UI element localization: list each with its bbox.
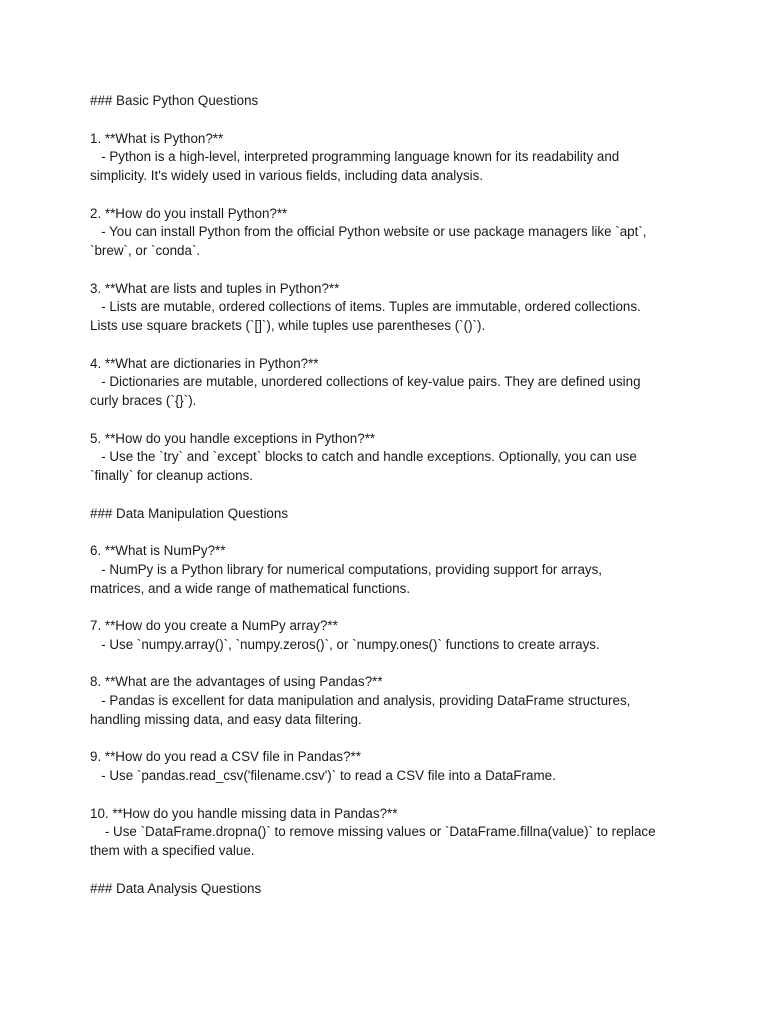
answer-line: Lists use square brackets (`[]`), while tuples use parentheses (`()`). [90,318,486,333]
document-page [90,92,690,898]
question: 6. **What is NumPy?** [90,543,226,558]
section-heading: ### Basic Python Questions [90,93,259,108]
qa-item [90,805,690,861]
answer-line: simplicity. It's widely used in various fields, including data analysis. [90,168,484,183]
question: 5. **How do you handle exceptions in Python?** [90,430,376,446]
question: 2. **How do you install Python?** [90,205,288,221]
qa-item [90,542,690,598]
question: 1. **What is Python?** [90,130,224,146]
answer-line: them with a specified value. [90,843,255,858]
qa-item [90,673,690,729]
section-heading: ### Data Analysis Questions [90,880,262,896]
answer-line: handling missing data, and easy data filtering. [90,711,362,727]
question: 7. **How do you create a NumPy array?** [90,618,338,633]
qa-item [90,355,690,411]
answer-line: - Use `pandas.read_csv('filename.csv')` to read a CSV file into a DataFrame. [90,768,556,783]
answer-line: - Python is a high-level, interpreted programming language known for its readability and [90,149,620,165]
answer-line: - You can install Python from the official Python website or use package managers like `apt`, [90,224,647,240]
answer-line: matrices, and a wide range of mathematical functions. [90,580,411,596]
answer-line: `brew`, or `conda`. [90,243,201,258]
qa-item [90,130,690,186]
question: 9. **How do you read a CSV file in Pandas?** [90,749,361,765]
qa-item [90,748,690,786]
answer-line: - Use the `try` and `except` blocks to catch and handle exceptions. Optionally, you can use [90,449,637,465]
answer-line: - Dictionaries are mutable, unordered collections of key-value pairs. They are defined using [90,374,641,390]
section-heading: ### Data Manipulation Questions [90,505,289,521]
answer-line: `finally` for cleanup actions. [90,468,253,483]
question: 10. **How do you handle missing data in Pandas?** [90,805,398,821]
question: 3. **What are lists and tuples in Python?** [90,280,340,296]
qa-item [90,430,690,486]
answer-line: - Lists are mutable, ordered collections of items. Tuples are immutable, ordered collections. [90,299,641,315]
answer-line: - Use `DataFrame.dropna()` to remove missing values or `DataFrame.fillna(value)` to replace [90,824,656,840]
answer-line: - Use `numpy.array()`, `numpy.zeros()`, or `numpy.ones()` functions to create arrays. [90,636,600,652]
question: 8. **What are the advantages of using Pandas?** [90,674,383,690]
question: 4. **What are dictionaries in Python?** [90,355,319,371]
answer-line: - Pandas is excellent for data manipulation and analysis, providing DataFrame structures, [90,693,631,708]
answer-line: curly braces (`{}`). [90,393,197,408]
answer-line: - NumPy is a Python library for numerical computations, providing support for arrays, [90,561,603,577]
qa-item [90,617,690,655]
qa-item [90,280,690,336]
qa-item [90,205,690,261]
